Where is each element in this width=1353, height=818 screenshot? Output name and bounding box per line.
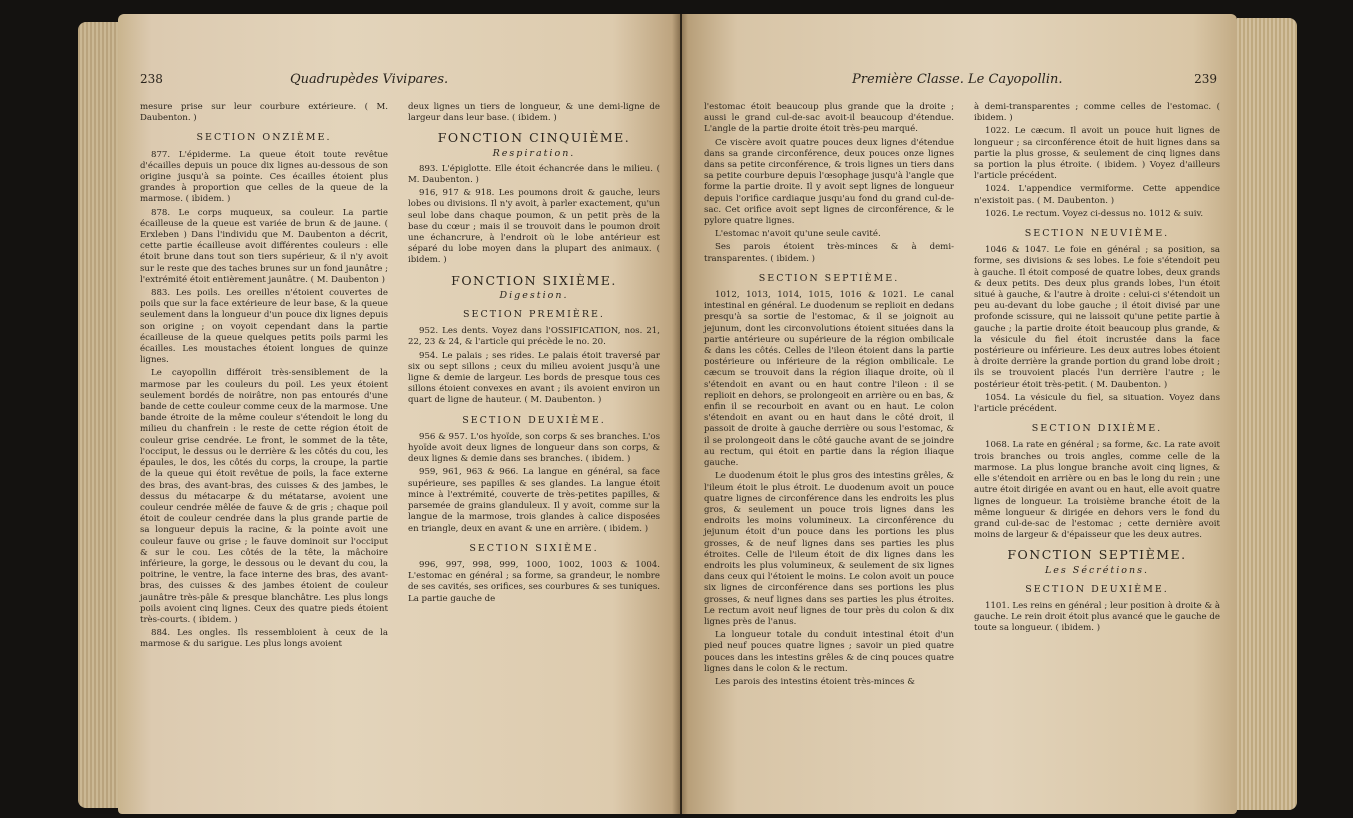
paragraph: 878. Le corps muqueux, sa couleur. La partie écailleuse de la queue est variée de brun & de jaune. ( Erxleben ) Dans l'individu que M. Daubenton a décrit, cette partie écailleuse avoit différentes couleurs : elle étoit brune dans tout son tiers supérieur, & il n'y avoit sur le reste que des taches brunes sur un fond jaunâtre ; l'extrémité étoit entièrement jaunâtre. ( M. Daubenton )	[140, 207, 388, 285]
paragraph: 893. L'épiglotte. Elle étoit échancrée dans le milieu. ( M. Daubenton. )	[408, 163, 660, 186]
paragraph: Ce viscère avoit quatre pouces deux lignes d'étendue dans sa grande circonférence, deux pouces onze lignes dans sa petite circonférence, & trois lignes un tiers dans sa petite courbure depuis l'œsophage jusqu'à l'angle que forme la partie droite. Il y avoit sept lignes de longueur depuis l'orifice cardiaque jusqu'au fond du grand cul-de-sac. Cet orifice avoit sept lignes de circonférence, & le pylore quatre lignes.	[704, 137, 954, 227]
fonction-heading: FONCTION CINQUIÈME.	[437, 130, 631, 146]
paragraph: 959, 961, 963 & 966. La langue en général, sa face supérieure, ses papilles & ses glandes. La langue étoit mince à l'extrémité, couverte de très-petites papilles, & parsemée de grains glanduleux. Il y avoit, comme sur la langue de la marmose, trois glandes à calice disposées en triangle, deux en avant & une en arrière. ( ibidem. )	[408, 467, 660, 534]
left-page-edges	[78, 22, 118, 808]
section-heading: SECTION SEPTIÈME.	[758, 272, 900, 284]
right-column-1	[704, 102, 954, 690]
right-column-2	[974, 102, 1220, 637]
paragraph: 1101. Les reins en général ; leur position à droite & à gauche. Le rein droit étoit plus avancé que le gauche de toute sa longueur. ( ibidem. )	[974, 600, 1220, 634]
section-heading: SECTION PREMIÈRE.	[463, 309, 605, 321]
section-heading: SECTION ONZIÈME.	[196, 132, 332, 144]
paragraph: 1026. Le rectum. Voyez ci-dessus no. 1012 & suiv.	[985, 208, 1204, 219]
book-gutter	[672, 14, 688, 814]
paragraph: mesure prise sur leur courbure extérieure. ( M. Daubenton. )	[140, 102, 388, 124]
paragraph: 996, 997, 998, 999, 1000, 1002, 1003 & 1004. L'estomac en général ; sa forme, sa grandeur, le nombre de ses cavités, ses orifices, ses courbures & ses tuniques. La partie gauche de	[408, 559, 660, 604]
paragraph: 1022. Le cæcum. Il avoit un pouce huit lignes de longueur ; sa circonférence étoit de huit lignes dans sa partie la plus grosse, & seulement de cinq lignes dans sa portion la plus étroite. ( ibidem. ) Voyez d'ailleurs l'article précédent.	[974, 126, 1220, 182]
section-heading: SECTION DEUXIÈME.	[1025, 583, 1169, 595]
right-head-title: Première Classe. Le Cayopollin.	[852, 72, 1063, 87]
left-page-number: 238	[140, 72, 163, 86]
paragraph: Le duodenum étoit le plus gros des intestins grêles, & l'ileum étoit le plus étroit. Le duodenum avoit un pouce quatre lignes de circonférence dans les endroits les plus gros, & seulement un pouce trois lignes dans les endroits les moins volumineux. La circonférence du jejunum étoit d'un pouce dans les portions les plus grosses, & de neuf lignes dans ses parties les plus étroites. Celle de l'ileum étoit de dix lignes dans les endroits les plus volumineux, & seulement de six lignes dans ceux qui l'étoient le moins. Le colon avoit un pouce six lignes de circonférence dans ses portions les plus grosses, & neuf lignes dans ses parties les plus étroites. Le rectum avoit neuf lignes de tour près du colon & dix lignes près de l'anus.	[704, 471, 954, 627]
subheading: Respiration.	[492, 147, 576, 159]
fonction-heading: FONCTION SEPTIÈME.	[1007, 547, 1187, 563]
fonction-heading: FONCTION SIXIÈME.	[451, 272, 617, 288]
paragraph: 952. Les dents. Voyez dans l'OSSIFICATION, nos. 21, 22, 23 & 24, & l'article qui précède le no. 20.	[408, 326, 660, 348]
subheading: Les Sécrétions.	[1044, 564, 1150, 576]
paragraph: deux lignes un tiers de longueur, & une demi-ligne de largeur dans leur base. ( ibidem. )	[408, 102, 660, 124]
right-page	[682, 14, 1237, 814]
paragraph: 1012, 1013, 1014, 1015, 1016 & 1021. Le canal intestinal en général. Le duodenum se replioit en dedans presqu'à sa sortie de l'estomac, & il se joignoit au jejunum, dont les circonvolutions étoient situées dans la partie antérieure ou supérieure de la région ombilicale & dans les côtés. Celles de l'ileon étoient dans la partie postérieure ou inférieure de la région ombilicale. Le cæcum se trouvoit dans la région iliaque droite, où il s'étendoit en avant ou en haut contre l'ileon : il se replioit en dehors, se prolongeoit en arrière ou en bas, & enfin il se recourboit en avant ou en haut. Le colon s'étendoit en avant ou en haut dans le côté droit, il passoit de droite à gauche derrière ou sous l'estomac, & il se prolongeoit dans le côté gauche avant de se joindre au rectum, qui étoit en partie dans la région iliaque gauche.	[704, 290, 954, 469]
left-page	[118, 14, 680, 814]
paragraph: 954. Le palais ; ses rides. Le palais étoit traversé par six ou sept sillons ; ceux du milieu avoient jusqu'à une ligne & demie de largeur. Les bords de presque tous ces sillons étoient convexes en avant ; ils avoient environ un quart de ligne de hauteur. ( M. Daubenton. )	[408, 350, 660, 406]
paragraph: à demi-transparentes ; comme celles de l'estomac. ( ibidem. )	[974, 102, 1220, 124]
left-running-head	[140, 72, 660, 87]
section-heading: SECTION DIXIÈME.	[1031, 423, 1163, 435]
paragraph: 1024. L'appendice vermiforme. Cette appendice n'existoit pas. ( M. Daubenton. )	[974, 184, 1220, 206]
paragraph: 916, 917 & 918. Les poumons droit & gauche, leurs lobes ou divisions. Il n'y avoit, à parler exactement, qu'un seul lobe dans chaque poumon, & un petit près de la base du cœur ; mais il se trouvoit dans le poumon droit une échancrure, à l'endroit où le lobe antérieur est séparé du lobe moyen dans la plupart des animaux. ( ibidem. )	[408, 188, 660, 266]
paragraph: 884. Les ongles. Ils ressembloient à ceux de la marmose & du sarigue. Les plus longs avoient	[140, 628, 388, 650]
right-page-edges	[1237, 18, 1297, 810]
paragraph: La longueur totale du conduit intestinal étoit d'un pied neuf pouces quatre lignes ; savoir un pied quatre pouces dans les intestins grêles & de cinq pouces quatre lignes dans le colon & le rectum.	[704, 630, 954, 674]
paragraph: l'estomac étoit beaucoup plus grande que la droite ; aussi le grand cul-de-sac avoit-il beaucoup d'étendue. L'angle de la partie droite étoit très-peu marqué.	[704, 102, 954, 135]
paragraph: L'estomac n'avoit qu'une seule cavité.	[715, 229, 881, 240]
paragraph: 956 & 957. L'os hyoïde, son corps & ses branches. L'os hyoïde avoit deux lignes de longueur dans son corps, & deux lignes & demie dans ses branches. ( ibidem. )	[408, 431, 660, 465]
section-heading: SECTION NEUVIÈME.	[1024, 228, 1170, 240]
paragraph: Ses parois étoient très-minces & à demi-transparentes. ( ibidem. )	[704, 242, 954, 264]
right-page-number: 239	[1194, 72, 1217, 86]
section-heading: SECTION DEUXIÈME.	[462, 414, 606, 426]
paragraph: 1068. La rate en général ; sa forme, &c. La rate avoit trois branches ou trois angles, comme celle de la marmose. La plus longue branche avoit cinq lignes, & elle s'étendoit en arrière ou en bas le long du rein ; une autre étoit dirigée en avant ou en haut, elle avoit quatre lignes de longueur. La troisième branche étoit de la même longueur & dirigée en dehors vers le fond du grand cul-de-sac de l'estomac ; cette dernière avoit moins de largeur & d'épaisseur que les deux autres.	[974, 440, 1220, 541]
paragraph: 877. L'épiderme. La queue étoit toute revêtue d'écailles depuis un pouce dix lignes au-dessous de son origine jusqu'à sa pointe. Ces écailles étoient plus grandes à proportion que celles de la queue de la marmose. ( ibidem. )	[140, 149, 388, 205]
paragraph: 883. Les poils. Les oreilles n'étoient couvertes de poils que sur la face extérieure de leur base, & la queue seulement dans la longueur d'un pouce dix lignes depuis son origine ; on voyoit cependant dans la partie écailleuse de la queue quelques petits poils parmi les écailles. Les moustaches étoient longues de quinze lignes.	[140, 288, 388, 366]
section-heading: SECTION SIXIÈME.	[469, 542, 599, 554]
paragraph: 1054. La vésicule du fiel, sa situation. Voyez dans l'article précédent.	[974, 392, 1220, 415]
paragraph: Le cayopollin différoit très-sensiblement de la marmose par les couleurs du poil. Les yeux étoient seulement bordés de noirâtre, non pas entourés d'une bande de cette couleur comme ceux de la marmose. Une bande étroite de la même couleur s'étendoit le long du milieu du chanfrein : le reste de cette région étoit de couleur grise cendrée. Le front, le sommet de la tête, l'occiput, le dessus ou le derrière & les côtés du cou, les épaules, le dos, les côtés du corps, la croupe, la partie de la queue qui étoit revêtue de poils, la face externe des bras, des avant-bras, des cuisses & des jambes, le dessus du métacarpe & du métatarse, avoient une couleur cendrée mêlée de fauve & de gris ; chaque poil étoit de couleur cendrée dans la plus grande partie de sa longueur depuis la racine, & la pointe avoit une couleur fauve ou grise ; le fauve dominoit sur l'occiput & sur le cou. Les côtés de la tête, la mâchoire inférieure, la gorge, le dessous ou le devant du cou, la poitrine, le ventre, la face interne des bras, des avant-bras, des cuisses & des jambes étoient de couleur jaunâtre très-pâle & presque blanchâtre. Les plus longs poils avoient cinq lignes. Ceux des quatre pieds étoient très-courts. ( ibidem. )	[140, 368, 388, 625]
subheading: Digestion.	[499, 289, 569, 301]
left-head-title: Quadrupèdes Vivipares.	[290, 72, 449, 87]
left-column-2	[408, 102, 660, 607]
paragraph: 1046 & 1047. Le foie en général ; sa position, sa forme, ses divisions & ses lobes. Le foie s'étendoit peu à gauche. Il étoit composé de quatre lobes, deux grands & deux petits. Des deux plus grands lobes, l'un étoit situé à gauche, & l'autre à droite : celui-ci s'étendoit un peu au-devant du lobe gauche ; il étoit divisé par une profonde scissure, qui ne laissoit qu'une petite partie à gauche ; la partie droite étoit beaucoup plus grande, & la vésicule du fiel étoit incrustée dans la face postérieure ou inférieure. Les deux autres lobes étoient à droite derrière la grande portion du grand lobe droit ; ils se trouvoient placés l'un derrière l'autre ; le postérieur étoit très-petit. ( M. Daubenton. )	[974, 245, 1220, 390]
left-column-1	[140, 102, 388, 653]
paragraph: Les parois des intestins étoient très-minces &	[715, 676, 915, 687]
